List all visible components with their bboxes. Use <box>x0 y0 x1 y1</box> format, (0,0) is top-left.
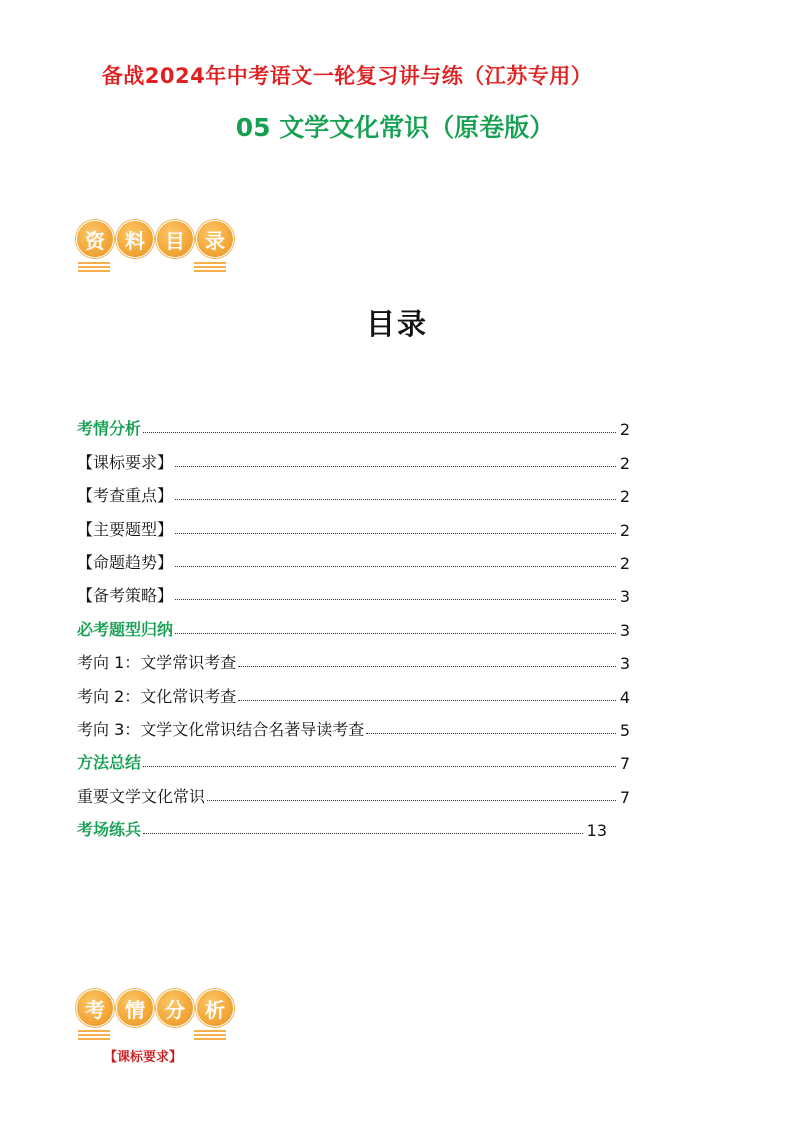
table-of-contents <box>77 406 630 840</box>
toc-dot-leader <box>207 800 616 801</box>
toc-dot-leader <box>238 666 616 667</box>
toc-dot-leader <box>175 466 616 467</box>
toc-entry-label: 【考查重点】 <box>77 486 174 506</box>
toc-entry-page-number: 2 <box>619 553 630 573</box>
toc-entry-page-number: 7 <box>619 787 630 807</box>
badge-underline-decoration <box>78 1030 110 1042</box>
toc-dot-leader <box>143 833 583 834</box>
badge-underline-decoration <box>78 262 110 274</box>
toc-heading: 目录 <box>365 307 428 341</box>
toc-entry[interactable] <box>77 807 607 840</box>
badge-char-1: 考 <box>76 989 114 1027</box>
toc-dot-leader <box>143 432 616 433</box>
badge-char-4: 析 <box>196 989 234 1027</box>
exam-analysis-section-badge <box>76 989 234 1027</box>
toc-entry[interactable] <box>77 406 630 439</box>
badge-underline-decoration-right <box>194 262 226 274</box>
document-title-line2 <box>0 108 794 144</box>
toc-entry[interactable] <box>77 773 630 806</box>
toc-dot-leader <box>175 633 616 634</box>
toc-entry[interactable] <box>77 707 630 740</box>
toc-dot-leader <box>175 499 616 500</box>
toc-entry-page-number: 4 <box>619 687 630 707</box>
toc-entry[interactable] <box>77 740 630 773</box>
toc-entry-label: 【课标要求】 <box>77 452 174 472</box>
toc-dot-leader <box>238 700 616 701</box>
toc-entry[interactable] <box>77 473 630 506</box>
badge-char-2: 情 <box>116 989 154 1027</box>
toc-entry-page-number: 3 <box>619 654 630 674</box>
toc-entry-label: 方法总结 <box>77 753 142 773</box>
toc-entry-page-number: 2 <box>619 487 630 507</box>
toc-entry-label: 考向 3：文学文化常识结合名著导读考查 <box>77 719 365 739</box>
toc-entry-label: 重要文学文化常识 <box>77 786 206 806</box>
toc-entry-label: 考向 2：文化常识考查 <box>77 686 237 706</box>
toc-entry[interactable] <box>77 640 630 673</box>
toc-section-badge <box>76 220 234 258</box>
toc-entry[interactable] <box>77 573 630 606</box>
toc-entry-label: 【备考策略】 <box>77 586 174 606</box>
title-line2-text: 05 文学文化常识（原卷版） <box>235 113 555 142</box>
badge-char-3: 分 <box>156 989 194 1027</box>
toc-entry[interactable] <box>77 540 630 573</box>
toc-entry-label: 【主要题型】 <box>77 519 174 539</box>
toc-entry[interactable] <box>77 606 630 639</box>
toc-entry-page-number: 3 <box>619 587 630 607</box>
toc-dot-leader <box>175 599 616 600</box>
toc-dot-leader <box>175 533 616 534</box>
toc-dot-leader <box>366 733 616 734</box>
toc-entry[interactable] <box>77 506 630 539</box>
toc-entry-page-number: 5 <box>619 720 630 740</box>
toc-entry-page-number: 3 <box>619 620 630 640</box>
toc-entry-page-number: 2 <box>619 453 630 473</box>
toc-entry-page-number: 13 <box>586 821 607 841</box>
section-sub-heading: 【课标要求】 <box>104 1050 183 1065</box>
toc-entry-page-number: 7 <box>619 754 630 774</box>
title-line1-text: 备战2024年中考语文一轮复习讲与练（江苏专用） <box>101 64 593 88</box>
toc-entry-page-number: 2 <box>619 420 630 440</box>
toc-entry[interactable] <box>77 439 630 472</box>
toc-entry-label: 【命题趋势】 <box>77 552 174 572</box>
toc-entry-label: 必考题型归纳 <box>77 619 174 639</box>
badge-underline-decoration-right <box>194 1030 226 1042</box>
toc-entry[interactable] <box>77 673 630 706</box>
toc-dot-leader <box>143 766 616 767</box>
toc-entry-label: 考场练兵 <box>77 820 142 840</box>
toc-entry-label: 考情分析 <box>77 419 142 439</box>
document-title-line1 <box>0 60 794 90</box>
badge-char-3: 目 <box>156 220 194 258</box>
badge-char-2: 料 <box>116 220 154 258</box>
toc-entry-page-number: 2 <box>619 520 630 540</box>
toc-dot-leader <box>175 566 616 567</box>
badge-char-1: 资 <box>76 220 114 258</box>
toc-entry-label: 考向 1：文学常识考查 <box>77 653 237 673</box>
badge-char-4: 录 <box>196 220 234 258</box>
